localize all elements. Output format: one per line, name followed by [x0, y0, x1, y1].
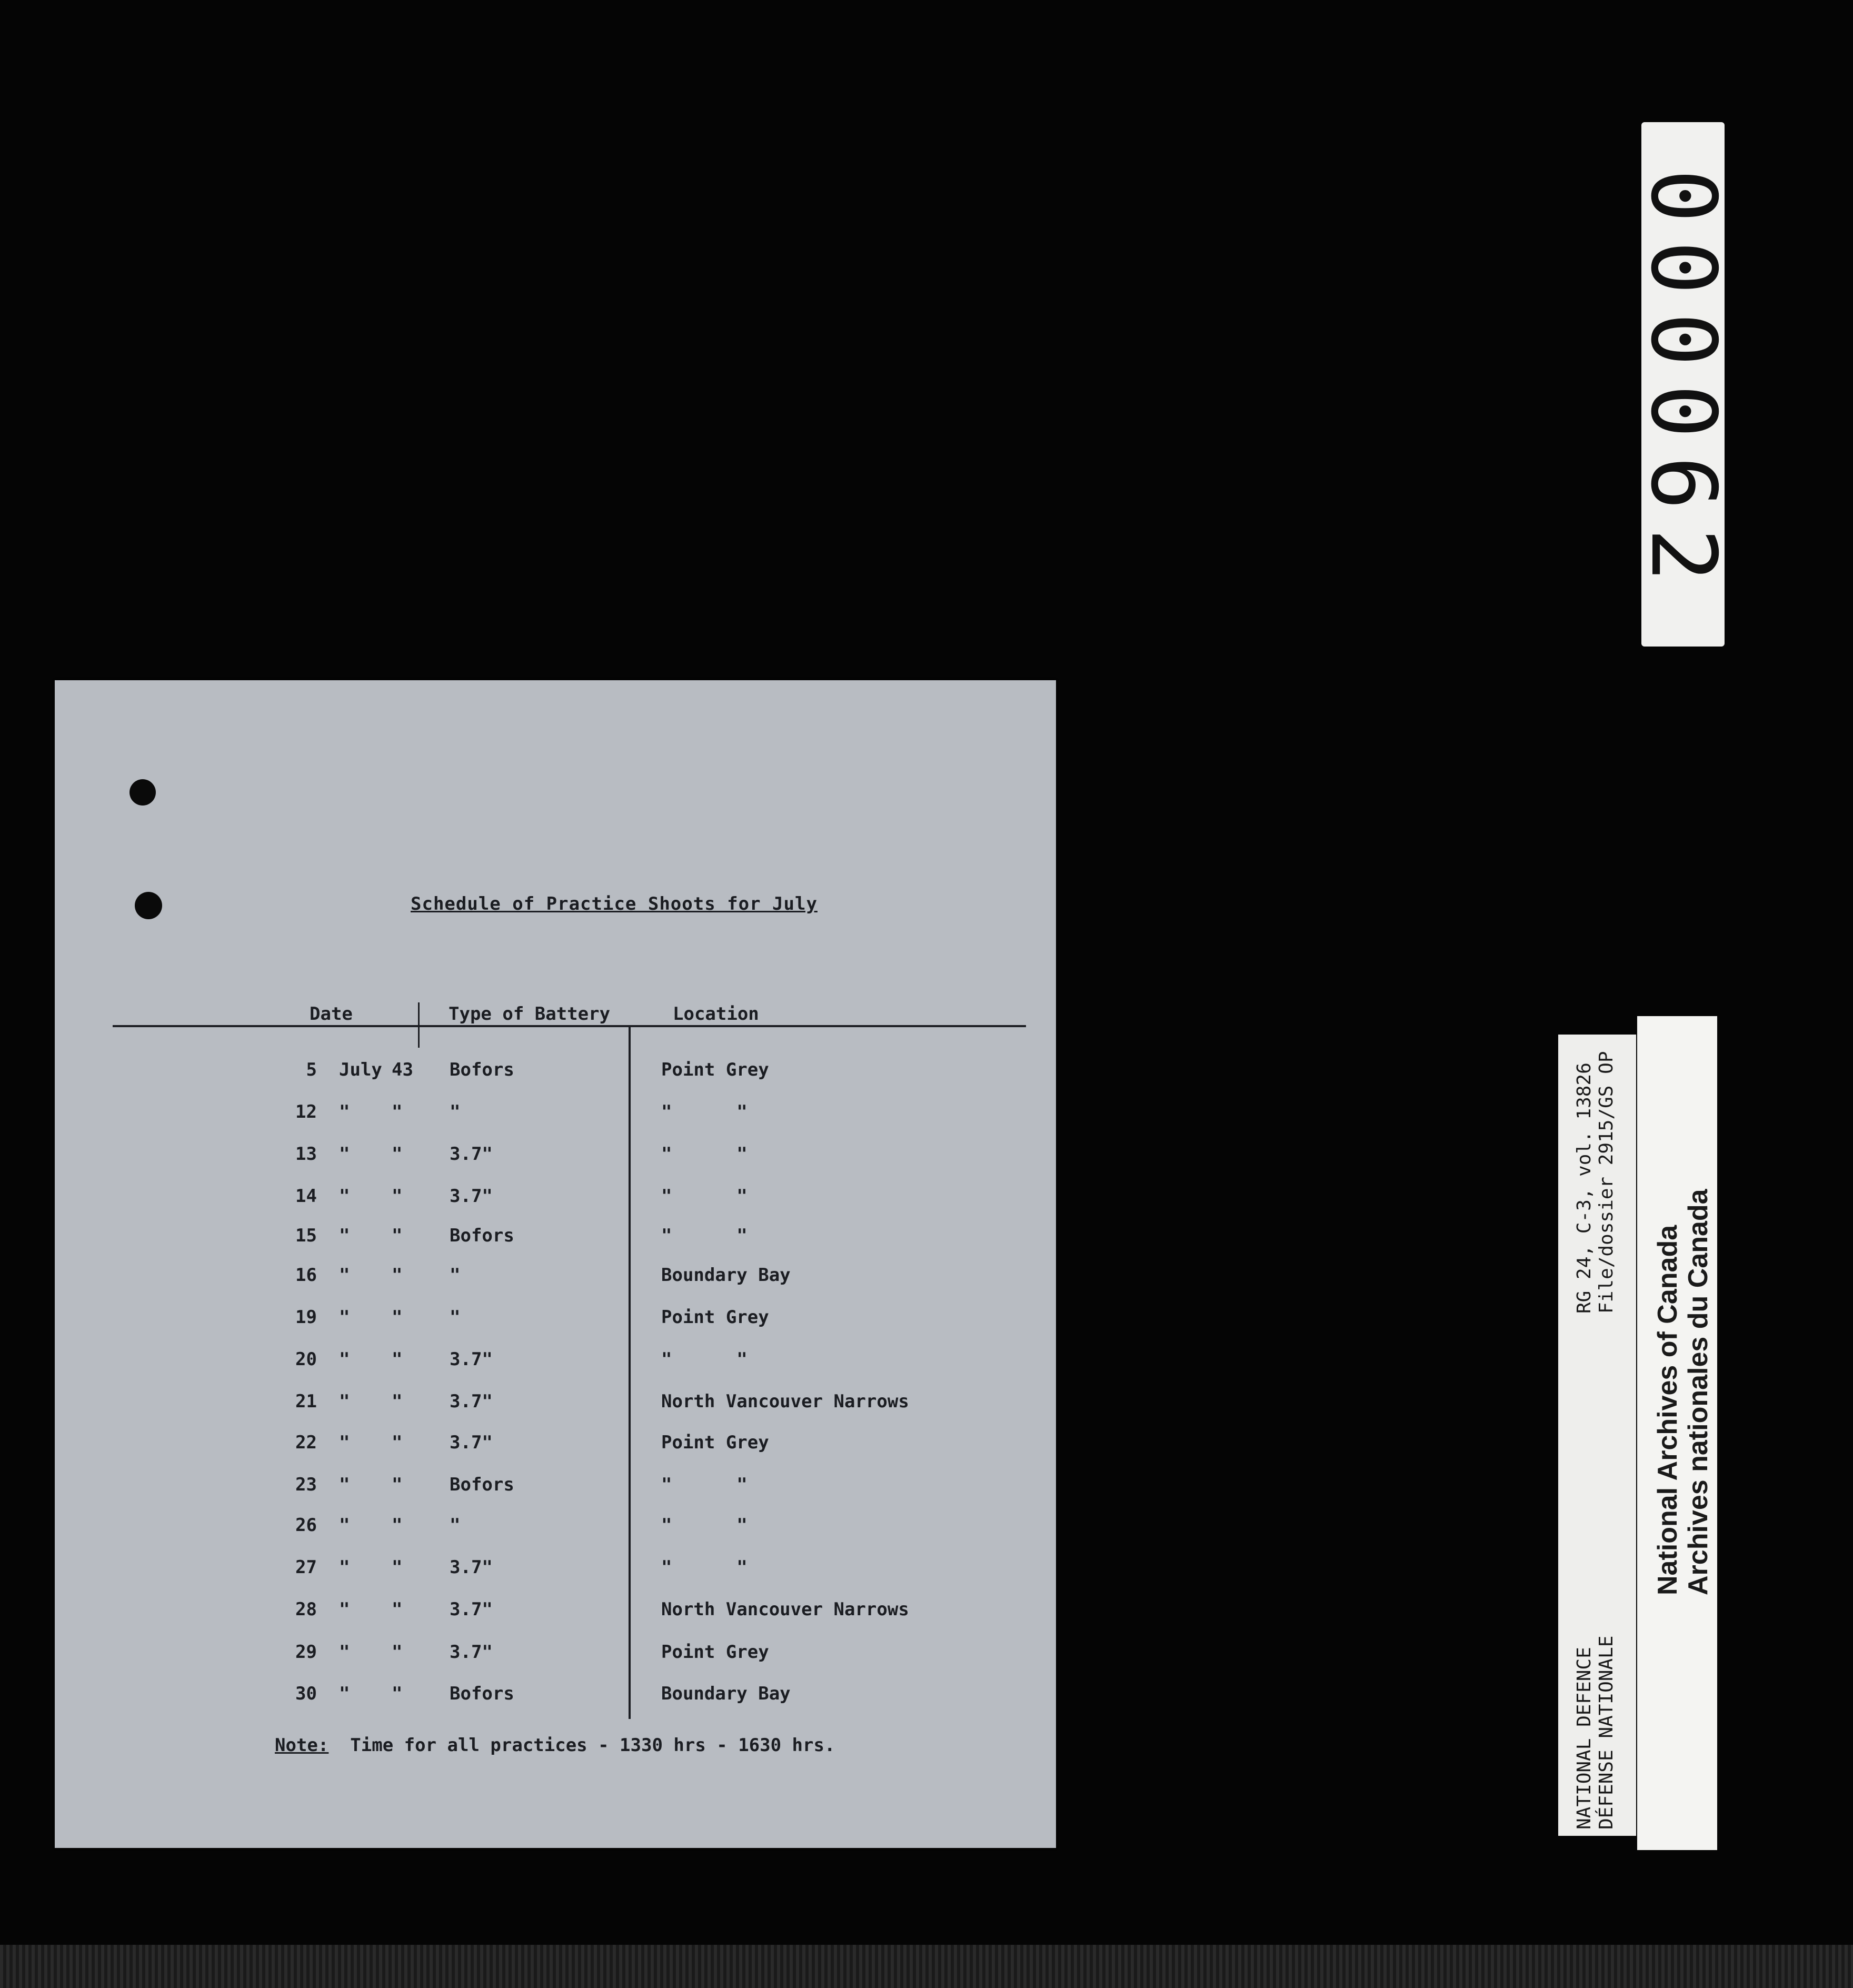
punch-hole-bottom — [135, 892, 162, 919]
note-text: Time for all practices - 1330 hrs - 1630 hrs. — [328, 1735, 835, 1756]
cell-location: " " — [661, 1474, 748, 1495]
cell-year: 43 — [392, 1059, 413, 1080]
cell-day: 28 — [295, 1599, 317, 1620]
frame-number-card — [1631, 122, 1735, 647]
cell-month: " — [339, 1599, 350, 1620]
punch-hole-top — [129, 779, 156, 806]
cell-year: " — [392, 1432, 403, 1453]
table-row — [55, 1432, 1055, 1458]
cell-month: " — [339, 1432, 350, 1453]
header-date: Date — [310, 1003, 353, 1025]
cell-type: Bofors — [450, 1474, 514, 1495]
cell-year: " — [392, 1474, 403, 1495]
cell-day: 12 — [295, 1101, 317, 1122]
cell-day: 13 — [295, 1144, 317, 1165]
header-location: Location — [673, 1003, 759, 1025]
cell-location: " " — [661, 1101, 748, 1122]
cell-month: " — [339, 1557, 350, 1578]
dept-line-2: DÉFENSE NATIONALE — [1596, 1635, 1617, 1830]
cell-location: " " — [661, 1186, 748, 1207]
cell-type: " — [450, 1265, 461, 1286]
cell-type: 3.7" — [450, 1432, 493, 1453]
reference-line-1: RG 24, C-3, vol. 13826 — [1573, 1062, 1595, 1314]
cell-month: " — [339, 1642, 350, 1663]
table-row — [55, 1515, 1055, 1541]
table-row — [55, 1307, 1055, 1333]
table-row — [55, 1599, 1055, 1625]
cell-day: 29 — [295, 1642, 317, 1663]
cell-location: " " — [661, 1225, 748, 1246]
cell-location: North Vancouver Narrows — [661, 1391, 909, 1412]
cell-type: 3.7" — [450, 1557, 493, 1578]
cell-location: Point Grey — [661, 1307, 769, 1328]
cell-month: July — [339, 1059, 382, 1080]
cell-location: Point Grey — [661, 1059, 769, 1080]
cell-year: " — [392, 1642, 403, 1663]
table-row — [55, 1225, 1055, 1251]
table-row — [55, 1474, 1055, 1500]
cell-day: 23 — [295, 1474, 317, 1495]
table-row — [55, 1349, 1055, 1375]
cell-day: 5 — [306, 1059, 317, 1080]
note-label: Note: — [275, 1735, 329, 1756]
cell-day: 26 — [295, 1515, 317, 1536]
cell-day: 20 — [295, 1349, 317, 1370]
cell-type: " — [450, 1515, 461, 1536]
frame-number: 000062 — [1631, 168, 1735, 600]
cell-month: " — [339, 1683, 350, 1704]
cell-location: " " — [661, 1515, 748, 1536]
cell-type: 3.7" — [450, 1186, 493, 1207]
cell-year: " — [392, 1186, 403, 1207]
cell-type: 3.7" — [450, 1144, 493, 1165]
cell-month: " — [339, 1307, 350, 1328]
cell-type: Bofors — [450, 1059, 514, 1080]
archives-line-2: Archives nationales du Canada — [1683, 1189, 1713, 1595]
document-sheet — [55, 680, 1056, 1848]
header-type: Type of Battery — [449, 1003, 611, 1025]
cell-year: " — [392, 1515, 403, 1536]
document-title: Schedule of Practice Shoots for July — [411, 893, 818, 915]
cell-type: 3.7" — [450, 1599, 493, 1620]
table-row — [55, 1059, 1055, 1086]
cell-location: Point Grey — [661, 1642, 769, 1663]
cell-location: North Vancouver Narrows — [661, 1599, 909, 1620]
cell-location: Point Grey — [661, 1432, 769, 1453]
cell-day: 22 — [295, 1432, 317, 1453]
film-edge-strip — [0, 1945, 1853, 1988]
cell-type: 3.7" — [450, 1349, 493, 1370]
cell-year: " — [392, 1391, 403, 1412]
cell-month: " — [339, 1391, 350, 1412]
table-row — [55, 1101, 1055, 1128]
table-row — [55, 1186, 1055, 1212]
cell-day: 30 — [295, 1683, 317, 1704]
cell-year: " — [392, 1307, 403, 1328]
cell-month: " — [339, 1474, 350, 1495]
cell-year: " — [392, 1599, 403, 1620]
table-row — [55, 1557, 1055, 1583]
cell-year: " — [392, 1349, 403, 1370]
cell-type: 3.7" — [450, 1391, 493, 1412]
dept-line-1: NATIONAL DEFENCE — [1573, 1647, 1595, 1830]
cell-day: 21 — [295, 1391, 317, 1412]
cell-day: 14 — [295, 1186, 317, 1207]
cell-month: " — [339, 1349, 350, 1370]
cell-year: " — [392, 1557, 403, 1578]
cell-type: Bofors — [450, 1225, 514, 1246]
cell-location: " " — [661, 1349, 748, 1370]
table-row — [55, 1144, 1055, 1170]
cell-location: Boundary Bay — [661, 1265, 791, 1286]
cell-month: " — [339, 1225, 350, 1246]
table-row — [55, 1642, 1055, 1668]
table-row — [55, 1391, 1055, 1417]
table-row — [55, 1683, 1055, 1709]
cell-month: " — [339, 1144, 350, 1165]
cell-location: " " — [661, 1144, 748, 1165]
cell-month: " — [339, 1101, 350, 1122]
cell-type: " — [450, 1101, 461, 1122]
cell-day: 27 — [295, 1557, 317, 1578]
cell-year: " — [392, 1144, 403, 1165]
cell-day: 16 — [295, 1265, 317, 1286]
cell-type: Bofors — [450, 1683, 514, 1704]
archive-reference-slip — [1558, 1035, 1636, 1836]
cell-year: " — [392, 1225, 403, 1246]
cell-day: 19 — [295, 1307, 317, 1328]
cell-month: " — [339, 1515, 350, 1536]
archives-line-1: National Archives of Canada — [1652, 1225, 1683, 1595]
cell-location: Boundary Bay — [661, 1683, 791, 1704]
reference-line-2: File/dossier 2915/GS OP — [1596, 1051, 1617, 1314]
column-divider-1 — [418, 1002, 420, 1048]
cell-month: " — [339, 1186, 350, 1207]
cell-type: " — [450, 1307, 461, 1328]
cell-year: " — [392, 1101, 403, 1122]
cell-type: 3.7" — [450, 1642, 493, 1663]
cell-year: " — [392, 1683, 403, 1704]
cell-location: " " — [661, 1557, 748, 1578]
archives-name-slip — [1637, 1016, 1717, 1850]
header-rule — [113, 1025, 1026, 1027]
note — [275, 1735, 835, 1756]
table-row — [55, 1265, 1055, 1291]
cell-day: 15 — [295, 1225, 317, 1246]
cell-year: " — [392, 1265, 403, 1286]
cell-month: " — [339, 1265, 350, 1286]
